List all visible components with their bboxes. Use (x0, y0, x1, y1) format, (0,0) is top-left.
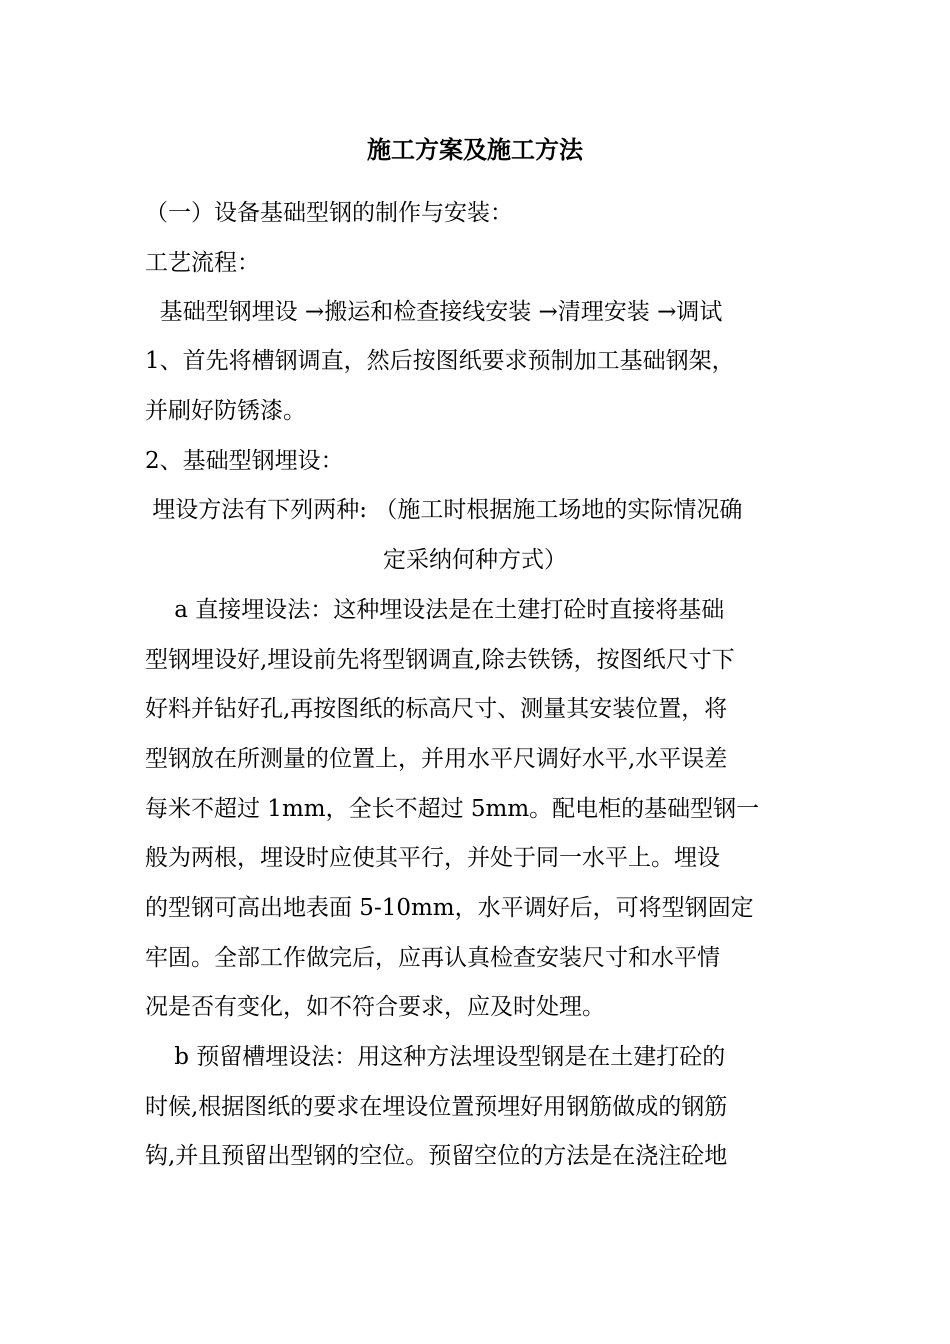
paragraph-line: b 预留槽埋设法：用这种方法埋设型钢是在土建打砼的 (145, 1044, 726, 1070)
paragraph-line: 钩,并且预留出型钢的空位。预留空位的方法是在浇注砼地 (145, 1143, 728, 1169)
process-label: 工艺流程： (145, 250, 260, 276)
paragraph-line: 埋设方法有下列两种: （施工时根据施工场地的实际情况确 (145, 497, 743, 523)
page-title: 施工方案及施工方法 (367, 135, 583, 164)
paragraph-line: 型钢放在所测量的位置上，并用水平尺调好水平,水平误差 (145, 746, 728, 772)
paragraph-line: 好料并钻好孔,再按图纸的标高尺寸、测量其安装位置，将 (145, 696, 728, 722)
paragraph-line: 牢固。全部工作做完后，应再认真检查安装尺寸和水平情 (145, 945, 720, 971)
section-heading: （一）设备基础型钢的制作与安装： (145, 200, 513, 226)
paragraph-line: 般为两根，埋设时应使其平行，并处于同一水平上。埋设 (145, 845, 720, 871)
paragraph-line: 况是否有变化，如不符合要求，应及时处理。 (145, 994, 605, 1020)
paragraph-line: 1、首先将槽钢调直，然后按图纸要求预制加工基础钢架， (145, 348, 735, 374)
process-flow: 基础型钢埋设 →搬运和检查接线安装 →清理安装 →调试 (145, 299, 723, 325)
paragraph-line: 时候,根据图纸的要求在埋设位置预埋好用钢筋做成的钢筋 (145, 1094, 728, 1120)
paragraph-line: 定采纳何种方式） (383, 547, 567, 573)
paragraph-line: 每米不超过 1mm，全长不超过 5mm。配电柜的基础型钢一 (145, 796, 760, 822)
paragraph-line: 并刷好防锈漆。 (145, 398, 306, 424)
paragraph-line: a 直接埋设法：这种埋设法是在土建打砼时直接将基础 (145, 597, 725, 623)
paragraph-line: 型钢埋设好,埋设前先将型钢调直,除去铁锈，按图纸尺寸下 (145, 647, 735, 673)
paragraph-line: 的型钢可高出地表面 5-10mm，水平调好后，可将型钢固定 (145, 895, 754, 921)
subsection-heading: 2、基础型钢埋设： (145, 448, 344, 474)
